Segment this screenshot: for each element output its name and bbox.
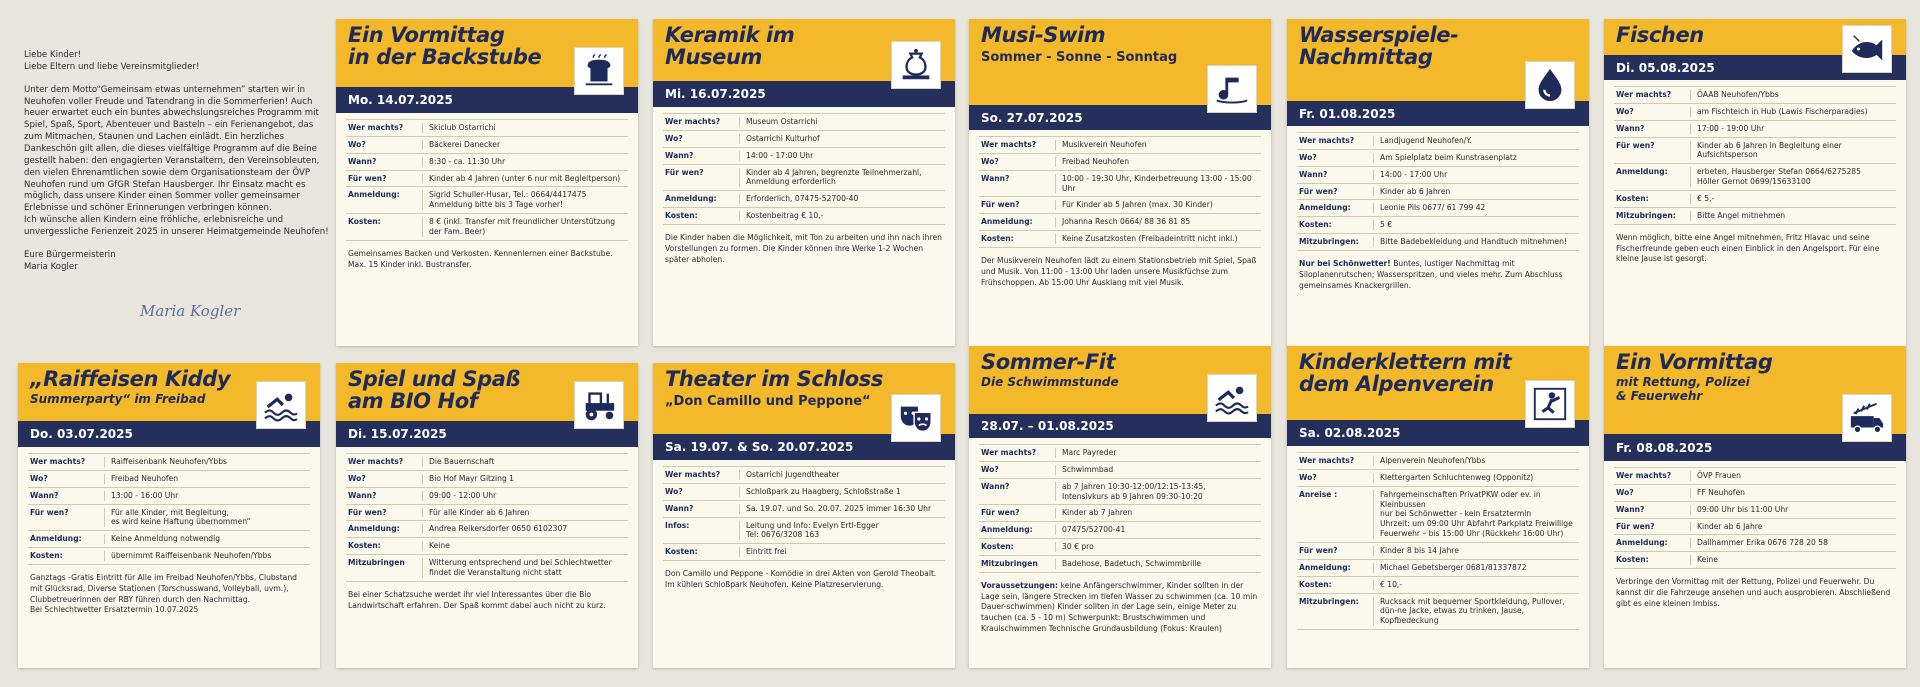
detail-value: Badehose, Badetuch, Schwimmbrille [1062,559,1202,569]
description-highlight: Nur bei Schönwetter! [1299,259,1391,269]
event-date: Mo. 14.07.2025 [336,87,638,113]
detail-row [663,518,945,545]
detail-row [346,505,628,522]
detail-row [1614,552,1896,569]
detail-row [346,154,628,171]
detail-value: Keine Zusatzkosten (Freibadeintritt nicht inkl.) [1062,234,1238,244]
detail-label: Mitzubringen: [1614,211,1691,221]
detail-label: Wann? [1614,505,1691,515]
detail-row [979,462,1261,479]
card-header [969,346,1271,414]
detail-value: ab 7 Jahren 10:30-12:00/12:15-13:45, Intensivkurs ab 9 Jahren 09:30-10:20 [1062,481,1206,501]
detail-row [979,539,1261,556]
detail-label: Für wen? [1297,187,1374,197]
event-details [663,113,945,225]
detail-value: Skiclub Ostarrichi [429,123,496,132]
detail-label: Wo? [346,474,423,484]
event-date: Di. 05.08.2025 [1604,55,1906,80]
detail-row [979,197,1261,214]
event-card-rettung [1604,346,1906,668]
detail-value: Erforderlich, 07475-52700-40 [746,194,859,204]
detail-row [979,214,1261,231]
detail-row [346,471,628,488]
description-highlight: Voraussetzungen: [981,580,1059,590]
detail-row [1297,184,1579,201]
event-date: Mi. 16.07.2025 [653,81,955,107]
detail-label: Infos: [663,521,740,541]
fish-icon [1842,25,1892,73]
detail-label: Anmeldung: [1297,203,1374,213]
detail-label: Wo? [346,140,423,150]
event-card-raiffeisen [18,363,320,668]
detail-label: Kosten: [346,541,423,551]
pottery-icon [891,41,941,89]
card-header [18,363,320,421]
detail-value: Leonie Pils 0677/ 61 799 42 [1380,203,1486,213]
detail-value: Kinder ab 4 Jahren, begrenzte Teilnehmerzahl, Anmeldung erforderlich [746,167,922,187]
detail-value: 09:00 Uhr bis 11:00 Uhr [1697,504,1789,514]
detail-label: Mitzubringen: [1297,597,1374,627]
event-title: Spiel und Spaß am BIO Hof [348,367,521,413]
event-description: Don Camillo und Peppone - Komödie in drei Akten von Gerold Theobalt. Im kühlen Schloßpark Neuhofen. Keine Platzreservierung. [665,569,937,589]
detail-label: Für wen? [979,200,1056,210]
event-card-backstube [336,19,638,346]
detail-label: Wer machts? [1297,456,1374,466]
event-details [1614,86,1896,225]
detail-value: Bäckerei Danecker [429,139,501,149]
detail-value: Raiffeisenbank Neuhofen/Ybbs [111,457,228,466]
detail-label: Wo? [979,465,1056,475]
detail-row [1614,519,1896,536]
detail-value: Sigrid Schuller-Husar, Tel.: 0664/4417475 Anmeldung bitte bis 3 Tage vorher! [429,190,587,210]
detail-label: Wo? [1614,107,1691,117]
detail-value: erbeten, Hausberger Stefan 0664/6275285 Höller Gernot 0699/15633100 [1697,167,1861,187]
detail-row [663,501,945,518]
detail-value: ÖAAB Neuhofen/Ybbs [1697,90,1779,99]
event-date: Sa. 02.08.2025 [1287,420,1589,446]
event-description: Verbringe den Vormittag mit der Rettung, Polizei und Feuerwehr. Du kannst dir die Fahrzeuge ansehen und auch ausprobieren. Abschließend gibt es eine kleinen Imbiss. [1616,577,1891,608]
card-header [336,363,638,421]
detail-row [346,171,628,188]
detail-value: € 5,- [1697,194,1715,204]
detail-row [1614,164,1896,191]
detail-value: 14:00 - 17:00 Uhr [746,150,814,160]
detail-label: Wo? [1297,153,1374,163]
event-details [346,453,628,582]
event-title: Keramik im Museum [665,23,795,69]
detail-row [1614,138,1896,165]
detail-label: Kosten: [1297,220,1374,230]
detail-row [663,466,945,484]
detail-row [346,119,628,137]
detail-label: Wann? [346,157,423,167]
detail-value: Schloßpark zu Haagberg, Schloßstraße 1 [746,486,901,496]
detail-label: Wer machts? [1614,471,1691,481]
detail-label: Wann? [663,151,740,161]
detail-label: Anmeldung: [979,217,1056,227]
detail-value: € 10,- [1380,579,1403,589]
detail-label: Anmeldung: [663,194,740,204]
detail-value: Am Spielplatz beim Kunstrasenplatz [1380,152,1517,162]
detail-label: Anmeldung: [1614,538,1691,548]
event-title: Ein Vormittag [1616,350,1773,374]
event-subtitle: Die Schwimmstunde [981,374,1119,389]
detail-row [346,488,628,505]
detail-value: FF Neuhofen [1697,487,1745,497]
detail-value: Schwimmbad [1062,464,1114,474]
detail-label: Kosten: [663,211,740,221]
detail-row [663,191,945,208]
detail-value: Ostarrichi Jugendtheater [746,470,840,479]
detail-value: Johanna Resch 0664/ 88 36 81 85 [1062,217,1191,227]
event-details [979,136,1261,248]
detail-label: Wer machts? [979,140,1056,150]
detail-label: Kosten: [1297,580,1374,590]
detail-label: Für wen? [1614,522,1691,532]
detail-value: Kinder 8 bis 14 Jahre [1380,546,1459,556]
detail-row [28,488,310,505]
detail-row [979,136,1261,154]
detail-value: Sa. 19.07. und So. 20.07. 2025 immer 16:30 Uhr [746,503,932,513]
detail-value: Bitte Angel mitnehmen [1697,210,1786,220]
detail-label: Anreise : [1297,490,1374,539]
letter-closing: Eure Bürgermeisterin Maria Kogler [24,249,116,272]
detail-label: Für wen? [346,508,423,518]
detail-label: Wo? [663,487,740,497]
detail-value: übernimmt Raiffeisenbank Neuhofen/Ybbs [111,551,272,561]
detail-row [663,148,945,165]
detail-label: Wann? [1614,124,1691,134]
event-subtitle: mit Rettung, Polizei & Feuerwehr [1616,374,1750,403]
detail-row [346,521,628,538]
event-description: Gemeinsames Backen und Verkosten. Kennenlernen einer Backstube. Max. 15 Kinder inkl. Bustransfer. [348,248,613,269]
detail-label: Wann? [979,174,1056,194]
detail-row [1614,535,1896,552]
event-details [663,466,945,561]
card-header [969,19,1271,105]
detail-value: 13:00 - 16:00 Uhr [111,490,179,500]
event-card-theater [653,363,955,668]
theater-masks-icon [891,394,941,442]
detail-row [1297,452,1579,470]
detail-label: Für wen? [346,174,423,184]
detail-value: Andrea Reikersdorfer 0650 6102307 [429,524,568,534]
event-date: Sa. 19.07. & So. 20.07.2025 [653,434,955,460]
detail-row [979,444,1261,462]
detail-label: Wer machts? [979,448,1056,458]
detail-value: Michael Gebetsberger 0681/81337872 [1380,562,1527,572]
detail-value: Die Bauernschaft [429,457,495,466]
letter-greeting: Liebe Kinder! Liebe Eltern und liebe Vereinsmitglieder! [24,50,200,72]
event-card-klettern [1287,346,1589,668]
detail-label: Anmeldung: [28,534,105,544]
event-details [346,119,628,241]
detail-row [1614,121,1896,138]
detail-value: Kinder ab 4 Jahren (unter 6 nur mit Begleitperson) [429,173,621,183]
detail-value: Kostenbeitrag € 10,- [746,211,824,221]
detail-label: Wo? [1614,488,1691,498]
detail-row [1297,470,1579,487]
detail-label: Für wen? [663,168,740,188]
card-header [336,19,638,87]
detail-value: Witterung entsprechend und bei Schlechtwetter findet die Veranstaltung nicht statt [429,558,612,578]
detail-label: Wann? [663,504,740,514]
detail-row [979,171,1261,198]
detail-row [1614,208,1896,225]
detail-label: Für wen? [979,508,1056,518]
detail-value: 10:00 - 19:30 Uhr, Kinderbetreuung 13:00 - 15:00 Uhr [1062,173,1252,193]
event-details [979,444,1261,573]
detail-row [1297,234,1579,251]
detail-label: Wer machts? [28,457,105,467]
detail-row [979,479,1261,506]
detail-row [1614,502,1896,519]
event-title: Musi-Swim [981,23,1106,47]
letter-body: Unter dem Motto“Gemeinsam etwas unternehmen” starten wir in Neuhofen voller Freude und Tatendrang in die Sommerferien! Auch heuer erwartet euch ein buntes abwechslungsreiches Programm mit Spiel, Spaß, Sport, Abenteuer und Basteln – ein Ferienangebot, das zum Mitmachen, Staunen und Lachen einlädt. Ein herzliches Dankeschön gilt allen, die dieses vielfältige Programm auf die Beine gestellt haben: den engagierten Veranstaltern, den Vereinsobleuten, den vielen Ehrenamtlichen sowie dem Organisationsteam der ÖVP Neuhofen rund um GfGR Stefan Hausberger. Ihr Einsatz macht es möglich, dass unsere Kinder einen Sommer voller gemeinsamer Erlebnisse und schöner Erinnerungen verbringen können. Ich wünsche allen Kindern eine fröhliche, erlebnisreiche und unvergessliche Ferienzeit 2025 in unserer Heimatgemeinde Neuhofen! [24,84,329,238]
swimmer-icon [1207,374,1257,422]
event-card-wasserspiele [1287,19,1589,346]
detail-row [979,556,1261,573]
event-details [1297,132,1579,251]
event-description: Wenn möglich, bitte eine Angel mitnehmen, Fritz Hlavac und seine Fischerfreunde geben euch einen Einblick in den Angelsport. Für eine kleine Jause ist gesorgt. [1616,232,1880,264]
detail-label: Wer machts? [1297,136,1374,146]
welcome-letter [24,50,334,285]
detail-value: Freibad Neuhofen [111,473,179,483]
detail-label: Mitzubringen [346,558,423,578]
detail-value: Keine [429,541,450,551]
detail-label: Wer machts? [663,117,740,127]
detail-row [346,538,628,555]
detail-row [663,544,945,561]
detail-value: Kinder ab 7 Jahren [1062,508,1133,518]
event-tagline: Sommer - Sonne - Sonntag [981,49,1178,65]
detail-label: Anmeldung: [346,524,423,534]
event-description: Die Kinder haben die Möglichkeit, mit Ton zu arbeiten und ihn nach ihren Vorstellungen zu formen. Die Kinder können ihre Werke 1-2 Wochen später abholen. [665,233,942,264]
detail-value: Bio Hof Mayr Gitzing 1 [429,473,515,483]
detail-label: Kosten: [1614,194,1691,204]
detail-row [1614,467,1896,485]
detail-value: 17:00 - 19:00 Uhr [1697,123,1765,133]
detail-value: Eintritt frei [746,547,787,557]
detail-row [663,484,945,501]
detail-row [28,471,310,488]
event-description: Ganztags -Gratis Eintritt für Alle im Freibad Neuhofen/Ybbs, Clubstand mit Glücksrad, Diverse Stationen (Torschusswand, Volleyball, uvm.), Clubbetreuerinnen der RBY führen durch den Nachmittag. Bei Schlechtwetter Ersatztermin 10.07.2025 [30,573,297,615]
detail-value: 07475/52700-41 [1062,525,1126,535]
event-title: „Raiffeisen Kiddy [30,367,231,391]
detail-row [346,453,628,471]
detail-value: Für alle Kinder ab 6 Jahren [429,507,530,517]
detail-row [1297,167,1579,184]
detail-row [663,165,945,192]
detail-label: Anmeldung: [346,190,423,210]
detail-row [1297,217,1579,234]
tractor-icon [574,381,624,429]
detail-row [979,231,1261,248]
detail-label: Wer machts? [346,123,423,133]
detail-row [1297,200,1579,217]
detail-row [1297,560,1579,577]
detail-value: Für Kinder ab 5 Jahren (max. 30 Kinder) [1062,200,1213,210]
detail-row [1297,594,1579,631]
detail-value: am Fischteich in Hub (Lawis Fischerparadies) [1697,106,1868,116]
detail-value: Kinder ab 6 Jahren in Begleitung einer Aufsichtsperson [1697,140,1842,160]
detail-value: Landjugend Neuhofen/Y. [1380,136,1472,145]
detail-label: Wo? [663,134,740,144]
detail-row [346,187,628,214]
detail-label: Wer machts? [663,470,740,480]
detail-value: 8 € (inkl. Transfer mit freundlicher Unterstützung der Fam. Beer) [429,217,616,237]
detail-value: Rucksack mit bequemer Sportkleidung, Pullover, dün-ne Jacke, etwas zu trinken, Jause, Kopfbedeckung [1380,596,1565,626]
music-note-icon [1207,65,1257,113]
event-card-musiswim [969,19,1271,346]
detail-label: Anmeldung: [1297,563,1374,573]
detail-label: Wann? [979,482,1056,502]
detail-value: Klettergarten Schluchtenweg (Opponitz) [1380,472,1534,482]
card-header [653,19,955,81]
event-card-spiel [336,363,638,668]
detail-row [346,555,628,582]
detail-value: Keine [1697,555,1718,565]
detail-label: Für wen? [1614,141,1691,161]
detail-row [346,214,628,241]
card-header [1287,19,1589,101]
event-date: Do. 03.07.2025 [18,421,320,447]
detail-row [663,113,945,131]
event-date: 28.07. – 01.08.2025 [969,414,1271,438]
detail-value: Leitung und Info: Evelyn Ertl-Egger Tel: 0676/3208 163 [746,520,879,540]
card-header [1604,346,1906,434]
detail-label: Kosten: [28,551,105,561]
event-card-sommerfit [969,346,1271,668]
event-date: Di. 15.07.2025 [336,421,638,447]
card-header [1287,346,1589,420]
card-header [653,363,955,434]
detail-label: Kosten: [979,542,1056,552]
detail-label: Anmeldung: [979,525,1056,535]
event-date: Fr. 01.08.2025 [1287,101,1589,126]
detail-label: Wann? [346,491,423,501]
detail-row [1297,543,1579,560]
detail-row [663,131,945,148]
detail-value: 14:00 - 17:00 Uhr [1380,169,1448,179]
mayor-signature: Maria Kogler [140,302,241,320]
detail-row [1614,86,1896,104]
event-description: Voraussetzungen: keine Anfängerschwimmer, Kinder sollten in der Lage sein, längere Strecken im tiefen Wasser zu schwimmen (ca. 10 min Dauer-schwimmen) Kinder sollten in der Lage sein, einige Meter zu tauchen (ca. 5 - 10 m) Schwerpunkt: Brustschwimmen und Kraulschwimmen Technische Grundausbildung (Fokus: Kraulen) [981,580,1258,633]
detail-label: Für wen? [28,508,105,528]
detail-value: Kinder ab 6 Jahren [1380,186,1451,196]
detail-label: Mitzubringen: [1297,237,1374,247]
detail-label: Wann? [28,491,105,501]
detail-value: 5 € [1380,220,1393,230]
detail-row [1297,577,1579,594]
event-details [1614,467,1896,569]
detail-row [1297,132,1579,150]
event-card-fischen [1604,19,1906,346]
detail-value: Alpenverein Neuhofen/Ybbs [1380,456,1486,465]
detail-row [979,154,1261,171]
event-tagline: „Don Camillo und Peppone“ [665,393,871,409]
detail-value: 09:00 - 12:00 Uhr [429,490,497,500]
detail-value: Für alle Kinder, mit Begleitung, es wird keine Haftung übernommen“ [111,507,251,527]
detail-row [979,505,1261,522]
water-drop-icon [1525,61,1575,109]
event-date: Fr. 08.08.2025 [1604,434,1906,461]
detail-row [1614,485,1896,502]
detail-label: Für wen? [1297,546,1374,556]
detail-value: 30 € pro [1062,542,1094,552]
detail-value: Dallhammer Erika 0676 728 20 58 [1697,538,1828,548]
detail-value: Kinder ab 6 Jahre [1697,521,1763,531]
detail-row [1614,104,1896,121]
detail-label: Kosten: [979,234,1056,244]
event-details [28,453,310,565]
event-title: Fischen [1616,23,1704,47]
detail-row [1297,150,1579,167]
detail-row [28,505,310,532]
detail-label: Wer machts? [346,457,423,467]
detail-label: Kosten: [1614,555,1691,565]
detail-value: Fahrgemeinschaften PrivatPKW oder ev. in Kleinbussen nur bei Schönwetter - kein Ersatztermin Uhrzeit: um 09:00 Uhr Abfahrt Parkplatz Freiwillige Feuerwehr – bis 15:00 Uhr (Rückkehr 16:00 Uhr) [1380,489,1573,539]
detail-row [346,137,628,154]
detail-row [1614,191,1896,208]
event-card-keramik [653,19,955,346]
swimmer-icon [256,381,306,429]
detail-value: Keine Anmeldung notwendig [111,534,221,544]
event-title: Kinderklettern mit dem Alpenverein [1299,350,1512,396]
event-title: Theater im Schloss [665,367,883,391]
detail-row [28,531,310,548]
detail-value: ÖVP Frauen [1697,471,1741,480]
detail-row [979,522,1261,539]
detail-value: Musikverein Neuhofen [1062,140,1147,149]
detail-label: Wo? [28,474,105,484]
climber-icon [1525,380,1575,428]
detail-row [663,208,945,225]
detail-row [1297,487,1579,543]
detail-value: Freibad Neuhofen [1062,156,1130,166]
detail-label: Kosten: [346,217,423,237]
event-description: Nur bei Schönwetter! Buntes, lustiger Nachmittag mit Siloplanenrutschen; Wasserspritzen, und vieles mehr. Zum Abschluss gemeinsames Knackergrillen. [1299,259,1563,290]
event-title: Ein Vormittag in der Backstube [348,23,542,69]
event-description: Der Musikverein Neuhofen lädt zu einem Stationsbetrieb mit Spiel, Spaß und Musik. Von 11:00 - 13:00 Uhr laden unsere Musikfüchse zum Frühschoppen. Ab 15:00 Uhr Ausklang mit viel Musik. [981,256,1257,287]
detail-label: Kosten: [663,547,740,557]
fire-truck-icon [1842,394,1892,442]
detail-label: Mitzubringen [979,559,1056,569]
detail-value: Ostarrichi Kulturhof [746,133,820,143]
event-title: Sommer-Fit [981,350,1116,374]
detail-value: Bitte Badebekleidung und Handtuch mitnehmen! [1380,237,1567,247]
detail-value: 8:30 - ca. 11:30 Uhr [429,156,506,166]
detail-label: Wo? [979,157,1056,167]
detail-label: Wer machts? [1614,90,1691,100]
event-date: So. 27.07.2025 [969,105,1271,130]
detail-row [28,548,310,565]
event-subtitle: Summerparty“ im Freibad [30,391,206,406]
detail-row [28,453,310,471]
bread-icon [574,47,624,95]
detail-value: Marc Payreder [1062,448,1117,457]
detail-value: Museum Ostarrichi [746,117,818,126]
event-title: Wasserspiele- Nachmittag [1299,23,1459,69]
detail-label: Anmeldung: [1614,167,1691,187]
event-description: Bei einer Schatzsuche werdet ihr viel Interessantes über die Bio Landwirtschaft erfahren. Der Spaß kommt dabei auch nicht zu kurz. [348,589,606,610]
detail-label: Wann? [1297,170,1374,180]
card-header [1604,19,1906,55]
detail-label: Wo? [1297,473,1374,483]
event-details [1297,452,1579,630]
